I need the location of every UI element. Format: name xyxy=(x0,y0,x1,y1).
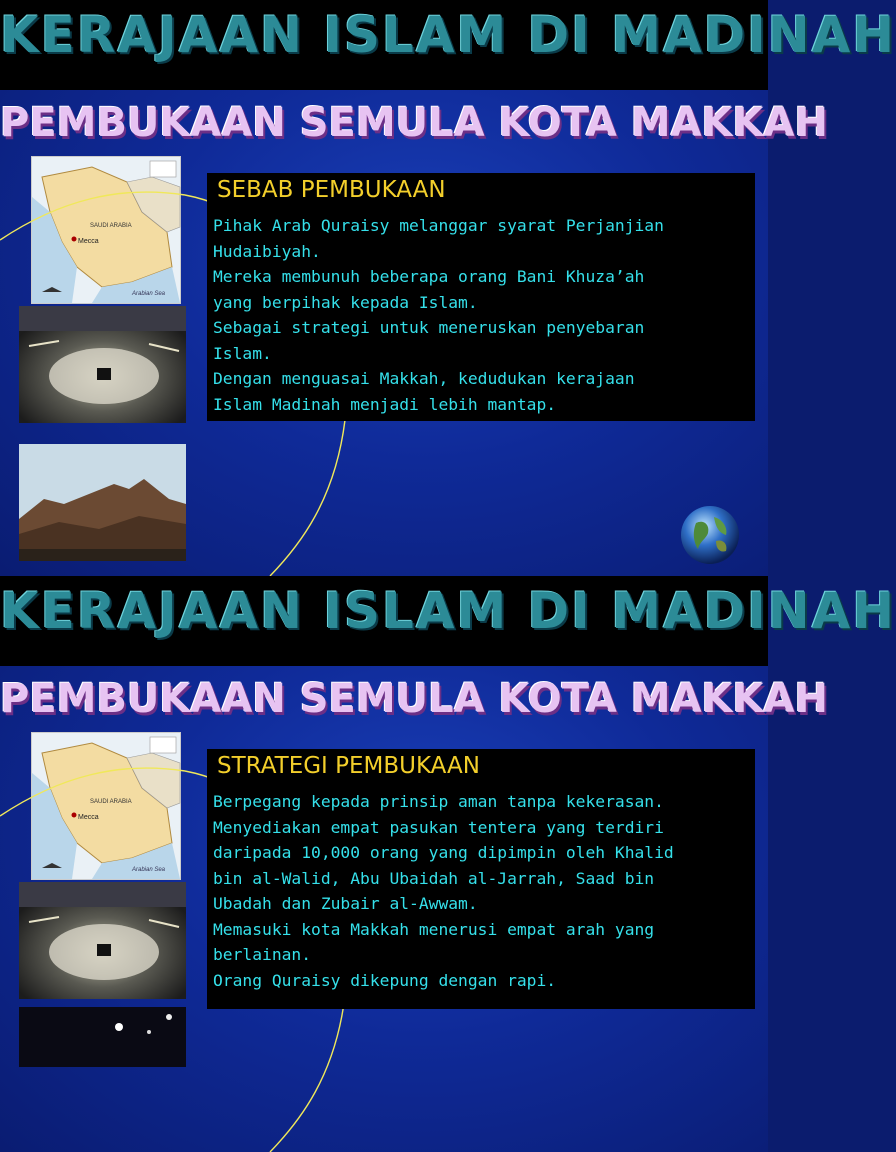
body-line: daripada 10,000 orang yang dipimpin oleh Khalid xyxy=(213,843,674,862)
slide-title: PEMBUKAAN SEMULA KOTA MAKKAH xyxy=(0,100,828,146)
body-line: Menyediakan empat pasukan tentera yang terdiri xyxy=(213,817,664,837)
slide-header: KERAJAAN ISLAM DI MADINAH xyxy=(0,582,896,640)
body-line: berlainan. xyxy=(213,945,312,964)
box-body xyxy=(213,789,753,993)
globe-icon xyxy=(680,505,740,565)
slide-strategi-pembukaan xyxy=(0,576,896,1152)
map-country-label: SAUDI ARABIA xyxy=(90,799,132,805)
map-sea-label: Arabian Sea xyxy=(132,291,166,297)
text-box xyxy=(207,173,755,421)
map-country-label: SAUDI ARABIA xyxy=(90,223,132,229)
map-city-label: Mecca xyxy=(78,238,99,245)
map-city-label: Mecca xyxy=(78,814,99,821)
body-line: Memasuki kota Makkah menerusi empat arah yang xyxy=(213,919,655,939)
body-line: bin al-Walid, Abu Ubaidah al-Jarrah, Saad bin xyxy=(213,868,655,888)
box-body xyxy=(213,213,753,417)
slide-header: KERAJAAN ISLAM DI MADINAH xyxy=(0,6,896,64)
body-line: Ubadah dan Zubair al-Awwam. xyxy=(213,894,478,913)
map-sea-label: Arabian Sea xyxy=(132,867,166,873)
slide-title: PEMBUKAAN SEMULA KOTA MAKKAH xyxy=(0,676,828,722)
box-heading: STRATEGI PEMBUKAAN xyxy=(217,753,480,779)
body-line: Dengan menguasai Makkah, kedudukan kerajaan xyxy=(213,369,635,388)
body-line: Pihak Arab Quraisy melanggar syarat Perjanjian xyxy=(213,216,664,235)
body-line: Islam. xyxy=(213,343,272,363)
body-line: Islam Madinah menjadi lebih mantap. xyxy=(213,394,557,414)
body-line: Orang Quraisy dikepung dengan rapi. xyxy=(213,970,557,990)
body-line: Berpegang kepada prinsip aman tanpa kekerasan. xyxy=(213,792,664,811)
body-line: yang berpihak kepada Islam. xyxy=(213,292,478,312)
box-heading: SEBAB PEMBUKAAN xyxy=(217,177,446,203)
body-line: Mereka membunuh beberapa orang Bani Khuza’ah xyxy=(213,267,645,286)
body-line: Sebagai strategi untuk meneruskan penyebaran xyxy=(213,318,645,337)
text-box xyxy=(207,749,755,1009)
body-line: Hudaibiyah. xyxy=(213,241,321,261)
